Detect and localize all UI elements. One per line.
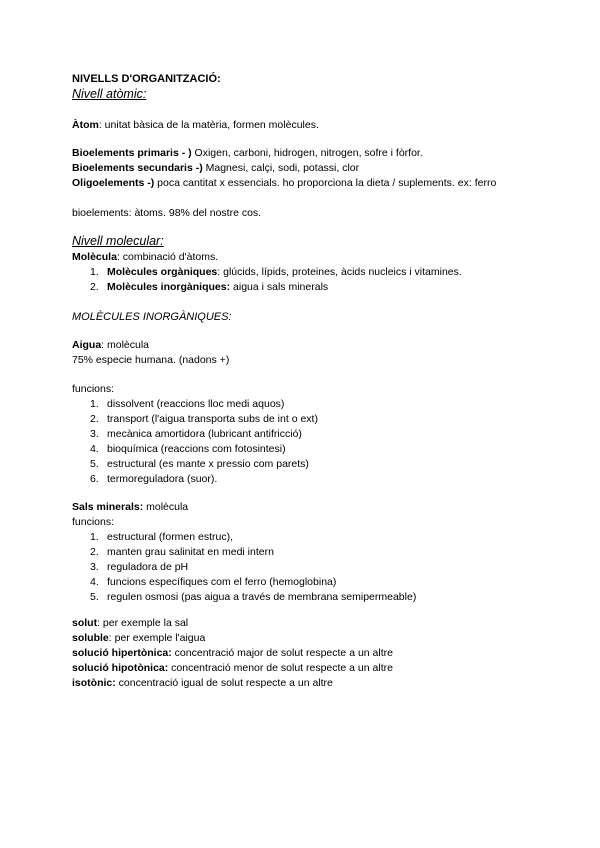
bioelement-def: Oxigen, carboni, hidrogen, nitrogen, sofre i fòrfor. [191, 147, 423, 159]
list-number: 5. [90, 591, 99, 603]
list-item [72, 442, 560, 457]
section-molecular-title: Nivell molecular: [72, 234, 164, 248]
list-number: 2. [90, 281, 99, 293]
bioelement-line [72, 146, 560, 161]
atom-definition [72, 118, 560, 133]
list-number: 2. [90, 546, 99, 558]
molecule-type-def: aigua i sals minerals [230, 281, 329, 293]
water-def: : molècula [101, 339, 150, 351]
list-item-text: termoreguladora (suor). [107, 473, 218, 485]
list-item-text: dissolvent (reaccions lloc medi aquos) [107, 398, 285, 410]
molecule-type-def: : glúcids, lípids, proteines, àcids nucleics i vitamines. [217, 266, 462, 278]
bioelement-term: Oligoelements -) [72, 177, 155, 189]
water-functions-list [72, 397, 560, 487]
list-number: 2. [90, 413, 99, 425]
solution-line [72, 616, 560, 631]
molecule-term: Molècula [72, 251, 117, 263]
salts-def: molècula [143, 501, 189, 513]
salts-definition [72, 500, 560, 515]
solution-def: : per exemple la sal [97, 617, 189, 629]
solution-line [72, 676, 560, 691]
salts-functions-list [72, 530, 560, 605]
list-item [72, 280, 560, 295]
list-item [72, 530, 560, 545]
list-item-text: bioquímica (reaccions com fotosintesi) [107, 443, 286, 455]
molecule-definition [72, 250, 560, 265]
list-number: 3. [90, 428, 99, 440]
list-number: 4. [90, 576, 99, 588]
bioelement-term: Bioelements primaris - ) [72, 147, 192, 159]
solution-line [72, 646, 560, 661]
solution-def: : per exemple l'aigua [108, 632, 206, 644]
atom-term: Àtom [72, 119, 99, 131]
list-item [72, 265, 560, 280]
molecule-def: : combinació d'àtoms. [116, 251, 219, 263]
list-number: 4. [90, 443, 99, 455]
solution-term: soluble [72, 632, 109, 644]
molecule-type-term: Molècules inorgàniques: [107, 281, 231, 293]
bioelement-term: Bioelements secundaris -) [72, 162, 203, 174]
bioelement-line [72, 161, 560, 176]
list-item-text: manten grau salinitat en medi intern [107, 546, 274, 558]
list-number: 3. [90, 561, 99, 573]
list-item [72, 560, 560, 575]
list-number: 1. [90, 531, 99, 543]
list-item [72, 397, 560, 412]
molecule-type-term: Molècules orgàniques [107, 266, 218, 278]
bioelement-def: poca cantitat x essencials. ho proporciona la dieta / suplements. ex: ferro [154, 177, 497, 189]
list-item-text: reguladora de pH [107, 561, 189, 573]
list-item [72, 545, 560, 560]
list-item [72, 590, 560, 605]
water-note: 75% especie humana. (nadons +) [72, 354, 230, 366]
list-number: 1. [90, 266, 99, 278]
solution-term: isotònic: [72, 677, 116, 689]
list-number: 5. [90, 458, 99, 470]
section-inorganic-title: MOLÈCULES INORGÀNIQUES: [72, 311, 232, 323]
salts-functions-label: funcions: [72, 516, 115, 528]
salts-term: Sals minerals: [72, 501, 144, 513]
solutions-list [72, 616, 560, 691]
list-item-text: funcions específiques com el ferro (hemoglobina) [107, 576, 337, 588]
list-item [72, 457, 560, 472]
list-item [72, 412, 560, 427]
bioelement-def: Magnesi, calçi, sodi, potassi, clor [202, 162, 360, 174]
solution-def: concentració igual de solut respecte a un altre [115, 677, 333, 689]
list-number: 1. [90, 398, 99, 410]
water-functions-label: funcions: [72, 383, 115, 395]
solution-def: concentració menor de solut respecte a un altre [168, 662, 393, 674]
list-item [72, 575, 560, 590]
bioelements-list [72, 146, 560, 191]
list-item-text: transport (l'aigua transporta subs de int o ext) [107, 413, 318, 425]
list-item-text: estructural (es mante x pressio com parets) [107, 458, 309, 470]
list-item-text: regulen osmosi (pas aigua a través de membrana semipermeable) [107, 591, 417, 603]
solution-line [72, 661, 560, 676]
water-definition [72, 338, 560, 353]
solution-term: solut [72, 617, 98, 629]
bioelement-line [72, 176, 560, 191]
list-item [72, 427, 560, 442]
water-term: Aigua [72, 339, 102, 351]
bioelements-note: bioelements: àtoms. 98% del nostre cos. [72, 207, 262, 219]
page-title: NIVELLS D'ORGANITZACIÓ: [72, 73, 221, 85]
list-item-text: estructural (formen estruc), [107, 531, 234, 543]
solution-term: solució hipertònica: [72, 647, 172, 659]
list-number: 6. [90, 473, 99, 485]
atom-def: : unitat bàsica de la matèria, formen molècules. [98, 119, 319, 131]
solution-def: concentració major de solut respecte a un altre [171, 647, 393, 659]
solution-line [72, 631, 560, 646]
list-item [72, 472, 560, 487]
solution-term: solució hipotònica: [72, 662, 169, 674]
molecule-types-list [72, 265, 560, 295]
list-item-text: mecànica amortidora (lubricant antifricció) [107, 428, 302, 440]
section-atomic-title: Nivell atòmic: [72, 87, 147, 101]
